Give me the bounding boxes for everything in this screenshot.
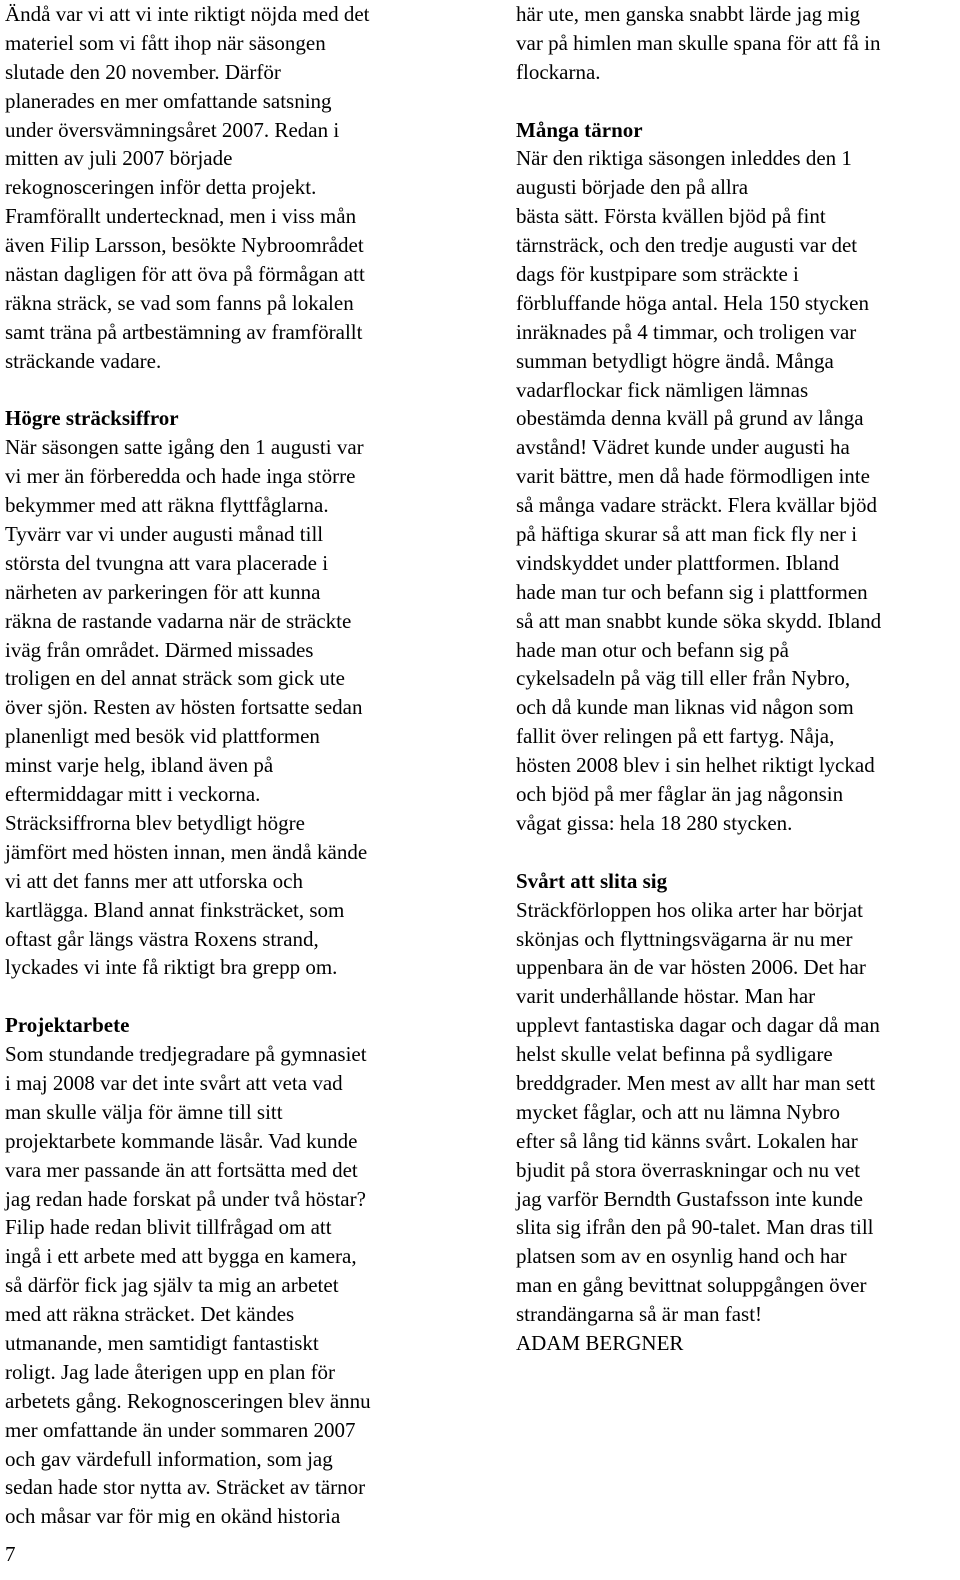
text-line: här ute, men ganska snabbt lärde jag mig (516, 2, 861, 26)
text-line: hade man otur och befann sig på (516, 637, 789, 662)
text-line: Sträcksiffrorna blev betydligt högre (5, 810, 305, 835)
text-line: materiel som vi fått ihop när säsongen (5, 30, 326, 55)
paragraph-gap (5, 982, 475, 1011)
text-line: vadarflockar fick nämligen lämnas (516, 377, 809, 402)
right-column (516, 0, 960, 1358)
text-line: När säsongen satte igång den 1 augusti var (5, 435, 364, 460)
text-line: slita sig ifrån den på 90-talet. Man dras till (516, 1215, 874, 1240)
text-line: uppenbara än de var hösten 2006. Det har (516, 955, 866, 980)
text-line: var på himlen man skulle spana för att få in (516, 30, 881, 55)
text-line: vindskyddet under plattformen. Ibland (516, 550, 840, 575)
text-line: cykelsadeln på väg till eller från Nybro, (516, 666, 851, 691)
text-line: närheten av parkeringen för att kunna (5, 579, 321, 604)
text-line: vi mer än förberedda och hade inga större (5, 464, 356, 489)
text-line: så därför fick jag själv ta mig an arbetet (5, 1273, 339, 1298)
text-line: breddgrader. Men mest av allt har man sett (516, 1070, 876, 1095)
right-paragraph-2 (516, 144, 960, 837)
text-line: helst skulle velat befinna på sydligare (516, 1042, 833, 1067)
text-line: jag redan hade forskat på under två höstar? (5, 1186, 366, 1211)
text-line: slutade den 20 november. Därför (5, 59, 281, 84)
text-line: med att räkna sträcket. Det kändes (5, 1302, 295, 1327)
text-line: i maj 2008 var det inte svårt att veta vad (5, 1070, 343, 1095)
text-line: och bjöd på mer fåglar än jag någonsin (516, 782, 844, 807)
text-line: man skulle välja för ämne till sitt (5, 1099, 283, 1124)
text-line: hösten 2008 blev i sin helhet riktigt lyckad (516, 753, 875, 778)
text-line: minst varje helg, ibland även på (5, 753, 274, 778)
text-line: bästa sätt. Första kvällen bjöd på fint (516, 204, 826, 229)
right-paragraph-3 (516, 896, 960, 1329)
text-line: ingå i ett arbete med att bygga en kamera, (5, 1244, 357, 1269)
text-line: tärnsträck, och den tredje augusti var det (516, 233, 858, 258)
text-line: vara mer passande än att fortsätta med det (5, 1157, 358, 1182)
text-line: nästan dagligen för att öva på förmågan att (5, 262, 365, 287)
text-line: platsen som av en osynlig hand och har (516, 1244, 847, 1269)
text-line: Som stundande tredjegradare på gymnasiet (5, 1042, 367, 1067)
paragraph-gap (5, 376, 475, 405)
text-line: även Filip Larsson, besökte Nybroområdet (5, 233, 364, 258)
heading-hogre-stracksiffror: Högre sträcksiffror (5, 406, 179, 431)
text-line: rekognosceringen inför detta projekt. (5, 175, 317, 200)
text-line: skönjas och flyttningsvägarna är nu mer (516, 926, 853, 951)
text-line: eftermiddagar mitt i veckorna. (5, 782, 261, 807)
text-line: upplevt fantastiska dagar och dagar då man (516, 1013, 880, 1038)
text-line: troligen en del annat sträck som gick ute (5, 666, 345, 691)
text-line: största del tvungna att vara placerade i (5, 550, 329, 575)
text-line: bjudit på stora överraskningar och nu vet (516, 1157, 861, 1182)
text-line: och gav värdefull information, som jag (5, 1446, 333, 1471)
text-line: och måsar var för mig en okänd historia (5, 1504, 341, 1529)
text-line: När den riktiga säsongen inleddes den 1 (516, 146, 852, 171)
text-line: jag varför Berndth Gustafsson inte kunde (516, 1186, 864, 1211)
text-line: planenligt med besök vid plattformen (5, 724, 320, 749)
text-line: strandängarna så är man fast! (516, 1302, 763, 1327)
text-line: förbluffande höga antal. Hela 150 stycken (516, 290, 869, 315)
text-line: kartlägga. Bland annat finksträcket, som (5, 897, 345, 922)
text-line: fallit över relingen på ett fartyg. Nåja, (516, 724, 835, 749)
text-line: sträckande vadare. (5, 348, 162, 373)
text-line: iväg från området. Därmed missades (5, 637, 314, 662)
text-line: arbetets gång. Rekognosceringen blev ännu (5, 1388, 371, 1413)
text-line: över sjön. Resten av hösten fortsatte sedan (5, 695, 363, 720)
author-signature: ADAM BERGNER (516, 1330, 684, 1355)
page-number: 7 (5, 1542, 16, 1566)
text-line: bekymmer med att räkna flyttfåglarna. (5, 493, 329, 518)
text-line: projektarbete kommande läsår. Vad kunde (5, 1128, 358, 1153)
text-line: planerades en mer omfattande satsning (5, 88, 332, 113)
text-line: efter så lång tid känns svårt. Lokalen har (516, 1128, 858, 1153)
text-line: varit underhållande höstar. Man har (516, 984, 816, 1009)
text-line: man en gång bevittnat soluppgången över (516, 1273, 867, 1298)
text-line: mycket fåglar, och att nu lämna Nybro (516, 1099, 840, 1124)
text-line: augusti började den på allra (516, 175, 749, 200)
text-line: samt träna på artbestämning av framförallt (5, 319, 363, 344)
right-paragraph-1 (516, 0, 960, 87)
text-line: och då kunde man liknas vid någon som (516, 695, 854, 720)
text-line: obestämda denna kväll på grund av långa (516, 406, 864, 431)
heading-projektarbete: Projektarbete (5, 1013, 130, 1038)
text-line: lyckades vi inte få riktigt bra grepp om. (5, 955, 338, 980)
left-paragraph-3 (5, 1040, 475, 1531)
paragraph-gap (516, 838, 960, 867)
text-line: Ändå var vi att vi inte riktigt nöjda med det (5, 2, 370, 26)
text-line: vi att det fanns mer att utforska och (5, 868, 303, 893)
text-line: under översvämningsåret 2007. Redan i (5, 117, 340, 142)
left-column (5, 0, 475, 1531)
text-line: jämfört med hösten innan, men ändå kände (5, 839, 368, 864)
text-line: varit bättre, men då hade förmodligen inte (516, 464, 870, 489)
text-line: räkna de rastande vadarna när de sträckte (5, 608, 352, 633)
text-line: hade man tur och befann sig i plattformen (516, 579, 868, 604)
text-line: Tyvärr var vi under augusti månad till (5, 522, 324, 547)
text-line: så att man snabbt kunde söka skydd. Ibland (516, 608, 882, 633)
text-line: räkna sträck, se vad som fanns på lokalen (5, 290, 354, 315)
text-line: Framförallt undertecknad, men i viss mån (5, 204, 357, 229)
text-line: dags för kustpipare som sträckte i (516, 262, 799, 287)
text-line: avstånd! Vädret kunde under augusti ha (516, 435, 850, 460)
left-paragraph-1 (5, 0, 475, 376)
text-line: flockarna. (516, 59, 601, 84)
text-line: oftast går längs västra Roxens strand, (5, 926, 319, 951)
text-line: Filip hade redan blivit tillfrågad om att (5, 1215, 332, 1240)
text-line: på häftiga skurar så att man fick fly ner i (516, 522, 858, 547)
heading-manga-tarnor: Många tärnor (516, 117, 643, 142)
text-line: utmanande, men samtidigt fantastiskt (5, 1330, 319, 1355)
text-line: roligt. Jag lade återigen upp en plan för (5, 1359, 336, 1384)
text-line: så många vadare sträckt. Flera kvällar bjöd (516, 493, 877, 518)
text-line: sedan hade stor nytta av. Sträcket av tärnor (5, 1475, 366, 1500)
text-line: mitten av juli 2007 började (5, 146, 233, 171)
heading-svart-att-slita-sig: Svårt att slita sig (516, 868, 668, 893)
text-line: summan betydligt högre ändå. Många (516, 348, 834, 373)
text-line: inräknades på 4 timmar, och troligen var (516, 319, 857, 344)
left-paragraph-2 (5, 433, 475, 982)
paragraph-gap (516, 87, 960, 116)
text-line: Sträckförloppen hos olika arter har börjat (516, 897, 863, 922)
text-line: vågat gissa: hela 18 280 stycken. (516, 810, 793, 835)
text-line: mer omfattande än under sommaren 2007 (5, 1417, 356, 1442)
